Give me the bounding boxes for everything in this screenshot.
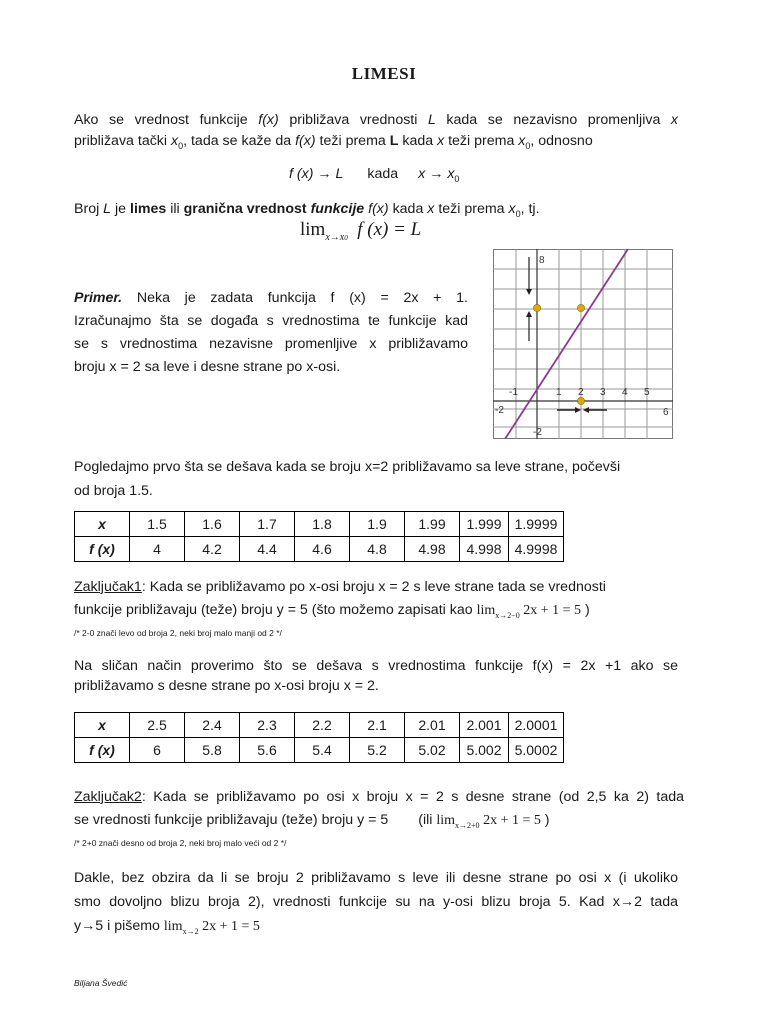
y-bottom-label: -2 <box>533 427 542 438</box>
table-cell: 2.01 <box>405 713 460 738</box>
notation-line: f (x) → L kada $x \to x_0$ <box>289 166 460 184</box>
table-cell: 5.2 <box>350 738 405 763</box>
table-cell: 4 <box>130 537 185 562</box>
table-cell: 1.99 <box>405 512 460 537</box>
limit-formula: $\lim_{x\to x0} f$ (x) = L <box>300 219 422 243</box>
note-right: /* 2+0 znači desno od broja 2, neki broj malo veći od 2 */ <box>74 838 287 848</box>
dakle-paragraph: Dakle, bez obzira da li se broju 2 približavamo s leve ili desne strane po osi x (i ukoliko smo dovoljno blizu broja 2), vrednosti funkcije su na y-osi blizu broja 5. Kad x→2 tada y→5 i pišemo $\lim_{x\to 2} 2x + 1 = 5$ <box>74 870 678 936</box>
table-header: f (x) <box>75 537 130 562</box>
table-header: x <box>75 512 130 537</box>
table-cell: 4.6 <box>295 537 350 562</box>
table-cell: 1.5 <box>130 512 185 537</box>
table-cell: 2.1 <box>350 713 405 738</box>
table-cell: 2.3 <box>240 713 295 738</box>
primer-paragraph: Primer. Neka je zadata funkcija f (x) = 2x + 1. Izračunajmo šta se događa s vrednostima te funkcije kad se s vrednostima nezavisne promenljive x približavamo broju x = 2 sa leve i desne strane po x-osi. <box>74 290 468 375</box>
table-cell: 1.9 <box>350 512 405 537</box>
table-header: f (x) <box>75 738 130 763</box>
page-title: LIMESI <box>351 64 417 83</box>
table-cell: 1.9999 <box>509 512 564 537</box>
table-cell: 1.7 <box>240 512 295 537</box>
table-right-fx-row <box>75 738 564 763</box>
x-tick-5: 5 <box>644 387 650 398</box>
right-intro: Na sličan način proverimo što se dešava s vrednostima funkcije f(x) = 2x +1 ako se približavamo s desne strane po x-osi broju x = 2. <box>74 658 678 694</box>
left-intro: Pogledajmo prvo šta se dešava kada se broju x=2 približavamo sa leve strane, počevši od broja 1.5. <box>74 459 621 499</box>
table-cell: 1.999 <box>460 512 509 537</box>
x-tick-2: 2 <box>578 387 584 398</box>
zakljucak2: Zaključak2: Kada se približavamo po osi x broju x = 2 s desne strane (od 2,5 ka 2) tada se vrednosti funkcije približavaju (teže) broju y = 5 (ili $\lim_{x\to 2+0} 2x + 1 = 5$ ) <box>74 789 684 830</box>
definition-line: Broj L je limes ili granična vrednost funkcije f(x) kada x teži prema $x_0$, tj. <box>74 201 540 219</box>
table-cell: 4.4 <box>240 537 295 562</box>
function-graph <box>493 249 673 439</box>
x-tick-4: 4 <box>622 387 628 398</box>
x-max-label: 6 <box>663 407 669 418</box>
x-tick-1: 1 <box>556 387 562 398</box>
table-cell: 5.4 <box>295 738 350 763</box>
table-cell: 4.2 <box>185 537 240 562</box>
table-right <box>74 712 564 763</box>
table-cell: 4.998 <box>460 537 509 562</box>
x-tick-3: 3 <box>600 387 606 398</box>
x-tick-m1: -1 <box>509 387 518 398</box>
table-cell: 5.6 <box>240 738 295 763</box>
table-cell: 2.4 <box>185 713 240 738</box>
table-cell: 2.5 <box>130 713 185 738</box>
table-cell: 2.0001 <box>509 713 564 738</box>
y-top-label: 8 <box>539 255 545 266</box>
table-cell: 2.2 <box>295 713 350 738</box>
zakljucak1: Zaključak1: Kada se približavamo po x-osi broju x = 2 s leve strane tada se vrednosti funkcije približavaju (teže) broju y = 5 (što možemo zapisati kao $\lim_{x\to 2-0} 2x + 1 = 5$ ) <box>74 579 606 620</box>
table-cell: 5.8 <box>185 738 240 763</box>
table-cell: 2.001 <box>460 713 509 738</box>
table-left <box>74 511 564 562</box>
note-left: /* 2-0 znači levo od broja 2, neki broj malo manji od 2 */ <box>74 628 282 638</box>
table-right-x-row <box>75 713 564 738</box>
point-2-5 <box>577 304 584 311</box>
table-cell: 5.002 <box>460 738 509 763</box>
graph-svg <box>493 249 673 439</box>
intro-paragraph: Ako se vrednost funkcije f(x) približava vrednosti L kada se nezavisno promenljiva x približava tački $x_0$, tada se kaže da f(x) teži prema L kada x teži prema $x_0$, odnosno <box>74 112 678 151</box>
x-min-label: -2 <box>495 405 504 416</box>
table-left-fx-row <box>75 537 564 562</box>
footer-author: Biljana Švedić <box>74 978 128 988</box>
point-y5 <box>533 304 540 311</box>
table-header: x <box>75 713 130 738</box>
table-cell: 5.0002 <box>509 738 564 763</box>
table-cell: 6 <box>130 738 185 763</box>
point-x2 <box>577 397 584 404</box>
table-cell: 4.8 <box>350 537 405 562</box>
table-cell: 1.8 <box>295 512 350 537</box>
table-cell: 4.9998 <box>509 537 564 562</box>
table-cell: 1.6 <box>185 512 240 537</box>
table-cell: 4.98 <box>405 537 460 562</box>
table-cell: 5.02 <box>405 738 460 763</box>
table-left-x-row <box>75 512 564 537</box>
